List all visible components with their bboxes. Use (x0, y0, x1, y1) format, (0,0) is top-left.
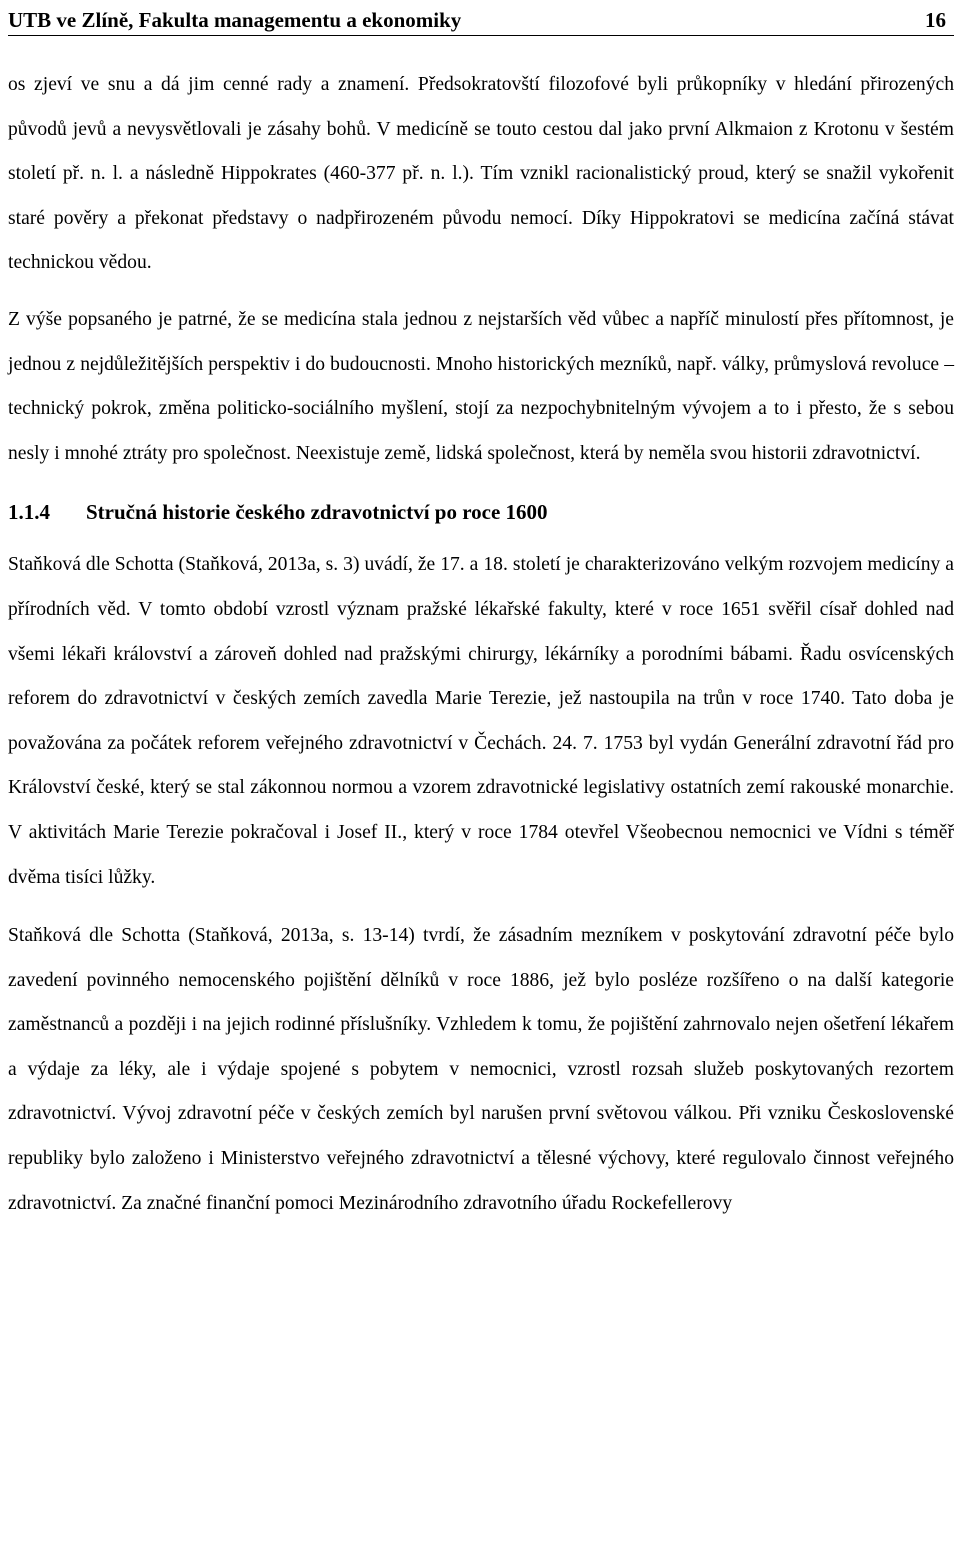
running-header (8, 0, 954, 36)
body-text (8, 63, 954, 1226)
page-number: 16 (925, 8, 946, 32)
paragraph-2: Z výše popsaného je patrné, že se medicína stala jednou z nejstarších věd vůbec a napříč minulostí přes přítomnost, je jednou z nejdůležitějších perspektiv i do budoucnosti. Mnoho historických mezníků, např. války, průmyslová revoluce – technický pokrok, změna politicko-sociálního myšlení, stojí za nezpochybnitelným vývojem a to i přesto, že s sebou nesly i mnohé ztráty pro společnost. Neexistuje země, lidská společnost, která by neměla svou historii zdravotnictví. (8, 308, 954, 464)
section-heading (8, 497, 954, 527)
paragraph-4: Staňková dle Schotta (Staňková, 2013a, s. 13-14) tvrdí, že zásadním mezníkem v poskytování zdravotní péče bylo zavedení povinného nemocenského pojištění dělníků v roce 1886, jež bylo posléze rozšířeno o na další kategorie zaměstnanců a později i na jejich rodinné příslušníky. Vzhledem k tomu, že pojištění zahrnovalo nejen ošetření lékařem a výdaje za léky, ale i výdaje spojené s pobytem v nemocnici, vzrostl rozsah služeb poskytovaných rezortem zdravotnictví. Vývoj zdravotní péče v českých zemích byl narušen první světovou válkou. Při vzniku Československé republiky bylo založeno i Ministerstvo veřejného zdravotnictví a tělesné výchovy, které regulovalo činnost veřejného zdravotnictví. Za značné finanční pomoci Mezinárodního zdravotního úřadu Rockefellerovy (8, 925, 954, 1214)
header-title: UTB ve Zlíně, Fakulta managementu a ekonomiky (8, 8, 462, 32)
paragraph-3: Staňková dle Schotta (Staňková, 2013a, s. 3) uvádí, že 17. a 18. století je charakterizováno velkým rozvojem medicíny a přírodních věd. V tomto období vzrostl význam pražské lékařské fakulty, které v roce 1651 svěřil císař dohled nad všemi lékaři království a zároveň dohled nad pražskými chirurgy, lékárníky a porodními bábami. Řadu osvícenských reforem do zdravotnictví v českých zemích zavedla Marie Terezie, jež nastoupila na trůn v roce 1740. Tato doba je považována za počátek reforem veřejného zdravotnictví v Čechách. 24. 7. 1753 byl vydán Generální zdravotní řád pro Království české, který se stal zákonnou normou a vzorem zdravotnické legislativy ostatních zemí rakouské monarchie. V aktivitách Marie Terezie pokračoval i Josef II., který v roce 1784 otevřel Všeobecnou nemocnici ve Vídni s téměř dvěma tisíci lůžky. (8, 554, 954, 888)
section-number: 1.1.4 (8, 500, 50, 525)
section-title: Stručná historie českého zdravotnictví po roce 1600 (86, 500, 548, 525)
paragraph-1: os zjeví ve snu a dá jim cenné rady a znamení. Předsokratovští filozofové byli průkopníky v hledání přirozených původů jevů a nevysvětlovali je zásahy bohů. V medicíně se touto cestou dal jako první Alkmaion z Krotonu v šestém století př. n. l. a následně Hippokrates (460-377 př. n. l.). Tím vznikl racionalistický proud, který se snažil vykořenit staré pověry a překonat představy o nadpřirozeném původu nemocí. Díky Hippokratovi se medicína začíná stávat technickou vědou. (8, 74, 954, 274)
